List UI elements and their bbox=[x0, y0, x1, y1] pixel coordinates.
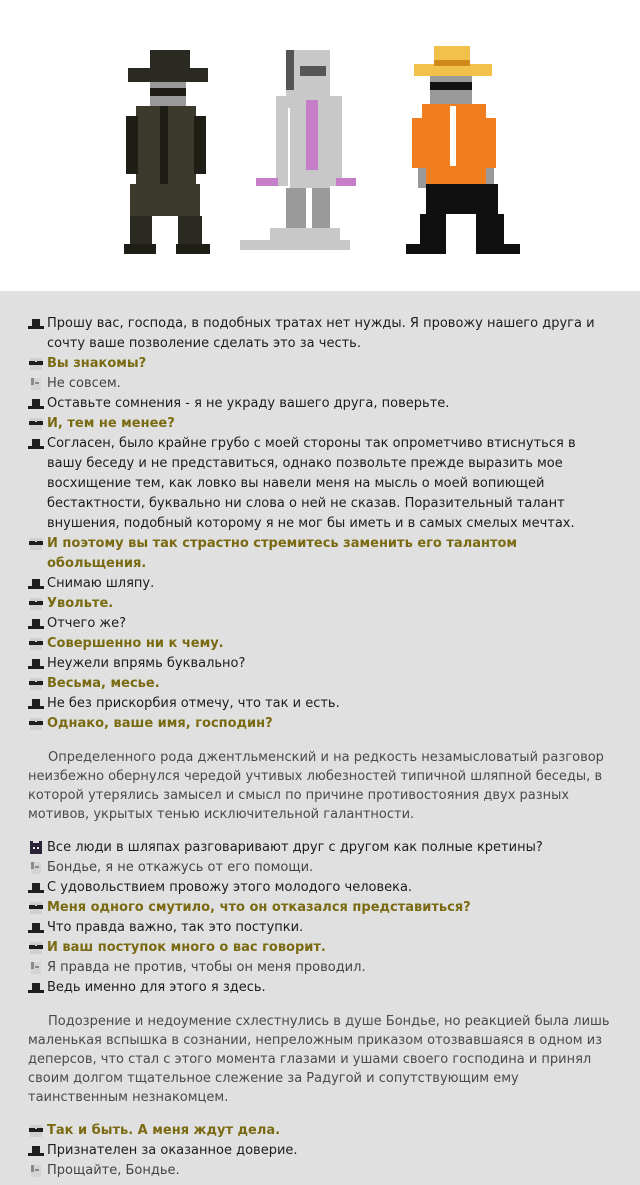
sunglasses-icon bbox=[28, 941, 44, 955]
hat-icon bbox=[28, 697, 44, 711]
dialogue-block-3 bbox=[28, 1121, 613, 1181]
ghost-icon bbox=[28, 861, 44, 875]
dialogue-line bbox=[28, 858, 613, 878]
dialogue-text: Что правда важно, так это поступки. bbox=[47, 920, 304, 935]
dialogue bbox=[28, 314, 613, 1181]
dialogue-text: Прощайте, Бондье. bbox=[47, 1163, 180, 1178]
dialogue-line bbox=[28, 354, 613, 374]
dialogue-line bbox=[28, 594, 613, 614]
ghost-icon bbox=[28, 961, 44, 975]
sunglasses-icon bbox=[28, 357, 44, 371]
dialogue-text: Однако, ваше имя, господин? bbox=[47, 716, 273, 731]
dialogue-text: И поэтому вы так страстно стремитесь заменить его талантом обольщения. bbox=[47, 536, 518, 571]
ghost-icon bbox=[28, 377, 44, 391]
hat-icon bbox=[28, 397, 44, 411]
narration-paragraph-1: Определенного рода джентльменский и на редкость незамысловатый разговор неизбежно обернулся чередой учтивых любезностей типичной шляпной беседы, в которой утерялись замысел и смысл по причине противостояния двух разных мотивов, укрытых тенью исключительной галантности. bbox=[28, 750, 604, 822]
dialogue-text: Оставьте сомнения - я не украду вашего друга, поверьте. bbox=[47, 396, 450, 411]
dialogue-text: Не совсем. bbox=[47, 376, 121, 391]
dialogue-line bbox=[28, 614, 613, 634]
dialogue-line bbox=[28, 534, 613, 574]
character-art-panel bbox=[0, 0, 640, 291]
dialogue-text: Не без прискорбия отмечу, что так и есть. bbox=[47, 696, 340, 711]
sunglasses-icon bbox=[28, 677, 44, 691]
character-sprites bbox=[0, 0, 640, 291]
sunglasses-icon bbox=[28, 1124, 44, 1138]
dialogue-line bbox=[28, 838, 613, 858]
sunglasses-icon bbox=[28, 637, 44, 651]
dialogue-line bbox=[28, 898, 613, 918]
dialogue-line bbox=[28, 434, 613, 534]
sunglasses-icon bbox=[28, 417, 44, 431]
dialogue-line bbox=[28, 654, 613, 674]
ghost-icon bbox=[28, 1164, 44, 1178]
dialogue-text: Весьма, месье. bbox=[47, 676, 160, 691]
dialogue-text: Ведь именно для этого я здесь. bbox=[47, 980, 266, 995]
sunglasses-icon bbox=[28, 901, 44, 915]
hat-icon bbox=[28, 317, 44, 331]
dialogue-text: С удовольствием провожу этого молодого человека. bbox=[47, 880, 413, 895]
dialogue-text: Прошу вас, господа, в подобных тратах нет нужды. Я провожу нашего друга и сочту ваше позволение сделать это за честь. bbox=[47, 316, 595, 351]
dialogue-text: И, тем не менее? bbox=[47, 416, 175, 431]
hat-icon bbox=[28, 437, 44, 451]
dialogue-text: Меня одного смутило, что он отказался представиться? bbox=[47, 900, 471, 915]
hat-gentleman-sprite bbox=[124, 50, 210, 254]
dialogue-text: Я правда не против, чтобы он меня проводил. bbox=[47, 960, 366, 975]
dialogue-text: Увольте. bbox=[47, 596, 114, 611]
dialogue-line bbox=[28, 694, 613, 714]
dialogue-block-2 bbox=[28, 838, 613, 998]
hat-icon bbox=[28, 981, 44, 995]
narration-paragraph-2: Подозрение и недоумение схлестнулись в душе Бондье, но реакцией была лишь маленькая вспышка в сознании, непреложным приказом отозвавшаяся в одном из деперсов, что стал с этого момента глазами и ушами своего господина и принял своим долгом тщательное слежение за Радугой и сопутствующим ему таинственным незнакомцем. bbox=[28, 1014, 610, 1105]
dialogue-text: Бондье, я не откажусь от его помощи. bbox=[47, 860, 314, 875]
dialogue-line bbox=[28, 1161, 613, 1181]
dialogue-line bbox=[28, 1121, 613, 1141]
dialogue-line bbox=[28, 878, 613, 898]
hat-icon bbox=[28, 1144, 44, 1158]
hat-icon bbox=[28, 617, 44, 631]
sombrero-man-sprite bbox=[406, 46, 520, 254]
dialogue-text: Все люди в шляпах разговаривают друг с другом как полные кретины? bbox=[47, 840, 543, 855]
pale-ghost-sprite bbox=[240, 50, 356, 250]
dialogue-line bbox=[28, 314, 613, 354]
sunglasses-icon bbox=[28, 597, 44, 611]
dialogue-line bbox=[28, 958, 613, 978]
dialogue-line bbox=[28, 918, 613, 938]
dialogue-line bbox=[28, 414, 613, 434]
purple-creature-icon bbox=[28, 841, 44, 855]
dialogue-block-1 bbox=[28, 314, 613, 734]
dialogue-line bbox=[28, 674, 613, 694]
dialogue-text: Неужели впрямь буквально? bbox=[47, 656, 246, 671]
dialogue-text: Снимаю шляпу. bbox=[47, 576, 155, 591]
dialogue-line bbox=[28, 978, 613, 998]
dialogue-line bbox=[28, 394, 613, 414]
dialogue-line bbox=[28, 374, 613, 394]
hat-icon bbox=[28, 657, 44, 671]
hat-icon bbox=[28, 921, 44, 935]
sunglasses-icon bbox=[28, 537, 44, 551]
dialogue-text: Признателен за оказанное доверие. bbox=[47, 1143, 298, 1158]
sunglasses-icon bbox=[28, 717, 44, 731]
hat-icon bbox=[28, 881, 44, 895]
dialogue-text: Вы знакомы? bbox=[47, 356, 147, 371]
dialogue-line bbox=[28, 1141, 613, 1161]
dialogue-line bbox=[28, 714, 613, 734]
dialogue-line bbox=[28, 634, 613, 654]
dialogue-text: Так и быть. А меня ждут дела. bbox=[47, 1123, 281, 1138]
dialogue-line bbox=[28, 938, 613, 958]
dialogue-line bbox=[28, 574, 613, 594]
dialogue-text: Согласен, было крайне грубо с моей стороны так опрометчиво втиснуться в вашу беседу и не представиться, однако позвольте прежде выразить мое восхищение тем, как ловко вы навели меня на мысль о моей вопиющей бестактности, буквально ни слова о ней не сказав. Поразительный талант внушения, подобный которому я не мог бы иметь и в самых смелых мечтах. bbox=[47, 436, 576, 531]
hat-icon bbox=[28, 577, 44, 591]
dialogue-text: Отчего же? bbox=[47, 616, 127, 631]
dialogue-text: И ваш поступок много о вас говорит. bbox=[47, 940, 326, 955]
dialogue-text: Совершенно ни к чему. bbox=[47, 636, 224, 651]
